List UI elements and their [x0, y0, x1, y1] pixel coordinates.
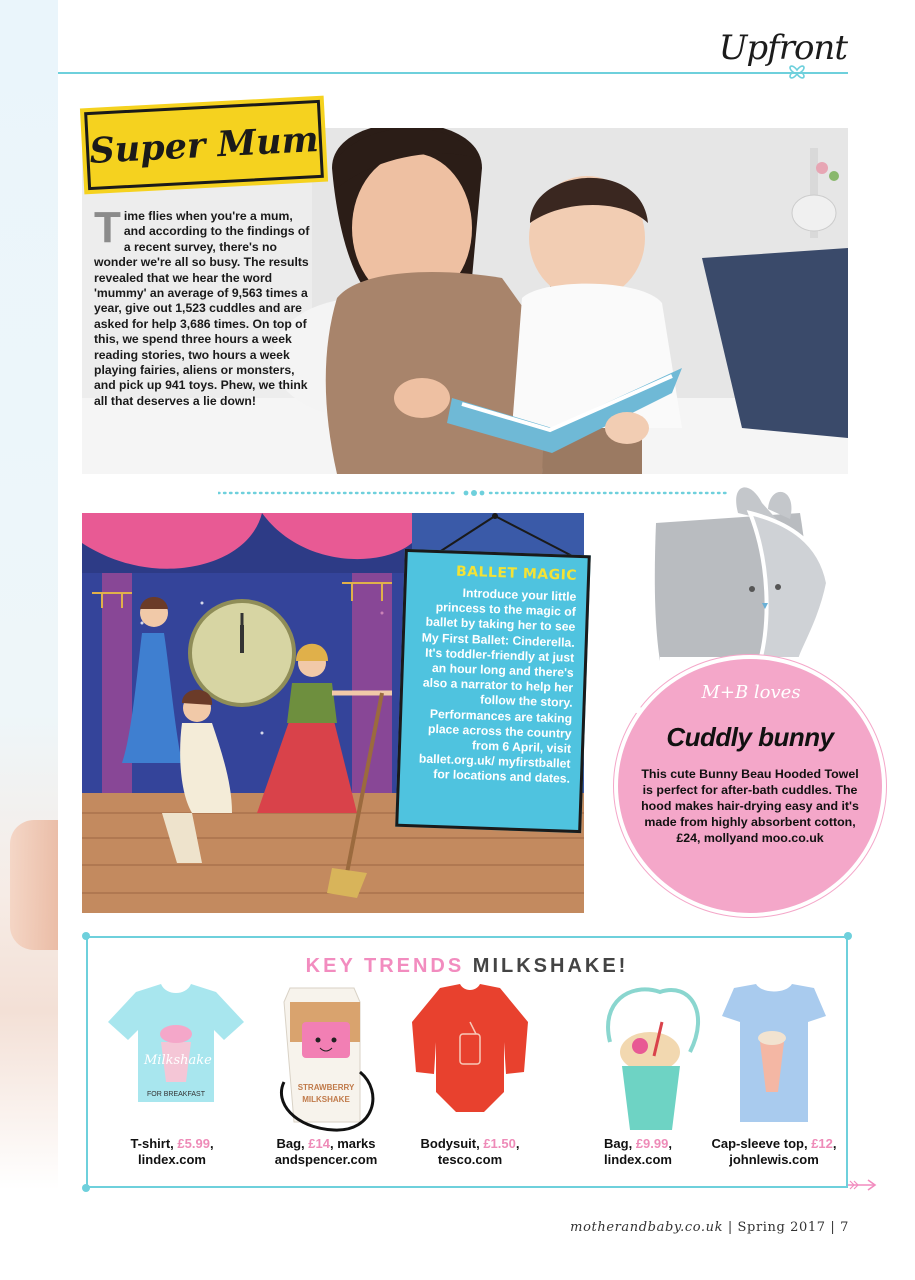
bow-icon: [787, 62, 807, 82]
page-footer: [570, 1220, 849, 1235]
footer-sep: |: [830, 1220, 841, 1235]
svg-text:FOR BREAKFAST: FOR BREAKFAST: [147, 1091, 205, 1098]
decorative-dot: [633, 705, 641, 713]
cuddly-bunny-title: Cuddly bunny: [666, 722, 834, 752]
super-mum-body: ime flies when you're a mum, and according to the findings of a recent survey, there's no wonder we're all so busy. The results revealed that we hear the word 'mummy' an average of 9,563 times a year, give out 1,523 cuddles and are asked for help 3,686 times. On top of this, we spend three hours a week reading stories, two hours a week playing fairies, aliens or monsters, and pick up 941 toys. Phew, we think all that deserves a lie down!: [94, 209, 310, 408]
adjacent-page-strip: [0, 0, 58, 1190]
product-caption: Bodysuit, £1.50, tesco.com: [420, 1136, 520, 1167]
super-mum-title: Super Mum: [88, 118, 320, 172]
ballet-magic-body: Introduce your little princess to the magic of ballet by taking her to see My First Ballet: Cinderella. It's toddler-friendly at just an hour long and there's also a narrator to help her follow the story. Performances are taking place across the country from 6 April, visit ballet.org.uk/ myfirstballet for locations and dates.: [418, 585, 577, 787]
corner-dot: [82, 932, 90, 940]
super-mum-sign: [84, 100, 324, 190]
carton-bag-product-image: [264, 982, 404, 1132]
adjacent-page-image: [10, 820, 58, 950]
ballet-magic-panel: [395, 549, 591, 833]
bodysuit-product-image: [400, 982, 540, 1132]
ballet-magic-title: BALLET MAGIC: [455, 563, 578, 584]
key-trends-title: [86, 955, 848, 978]
svg-text:STRAWBERRY: STRAWBERRY: [297, 1083, 355, 1092]
cap-sleeve-top-product-image: [704, 982, 844, 1132]
mb-loves-badge: M+B loves: [701, 682, 801, 703]
corner-dot: [844, 932, 852, 940]
header-rule: [58, 72, 848, 74]
arrow-icon: [848, 1178, 878, 1192]
footer-sep: |: [727, 1220, 738, 1235]
section-title: Upfront: [718, 28, 847, 68]
page-number: 7: [840, 1220, 849, 1235]
cuddly-bunny-body: This cute Bunny Beau Hooded Towel is perfect for after-bath cuddles. The hood makes hair-drying easy and it's made from highly absorbent cotton, £24, mollyand moo.co.uk: [641, 767, 859, 845]
tshirt-product-image: [106, 982, 246, 1132]
svg-text:MILKSHAKE: MILKSHAKE: [302, 1095, 350, 1104]
super-mum-article: [94, 203, 314, 409]
product-caption: Bag, £9.99, lindex.com: [604, 1136, 672, 1167]
key-trends-label: KEY TRENDS: [305, 955, 465, 977]
footer-issue: Spring 2017: [737, 1220, 826, 1235]
product-caption: Cap-sleeve top, £12, johnlewis.com: [711, 1136, 837, 1167]
bunny-towel-photo: [650, 483, 840, 665]
product-caption: Bag, £14, marks andspencer.com: [274, 1136, 378, 1167]
drop-cap: T: [94, 203, 121, 252]
milkshake-label: MILKSHAKE!: [472, 955, 629, 977]
svg-text:Milkshake: Milkshake: [144, 1053, 212, 1068]
product-caption: T-shirt, £5.99, lindex.com: [130, 1136, 214, 1167]
footer-site: motherandbaby.co.uk: [570, 1220, 724, 1235]
corner-dot: [82, 1184, 90, 1192]
